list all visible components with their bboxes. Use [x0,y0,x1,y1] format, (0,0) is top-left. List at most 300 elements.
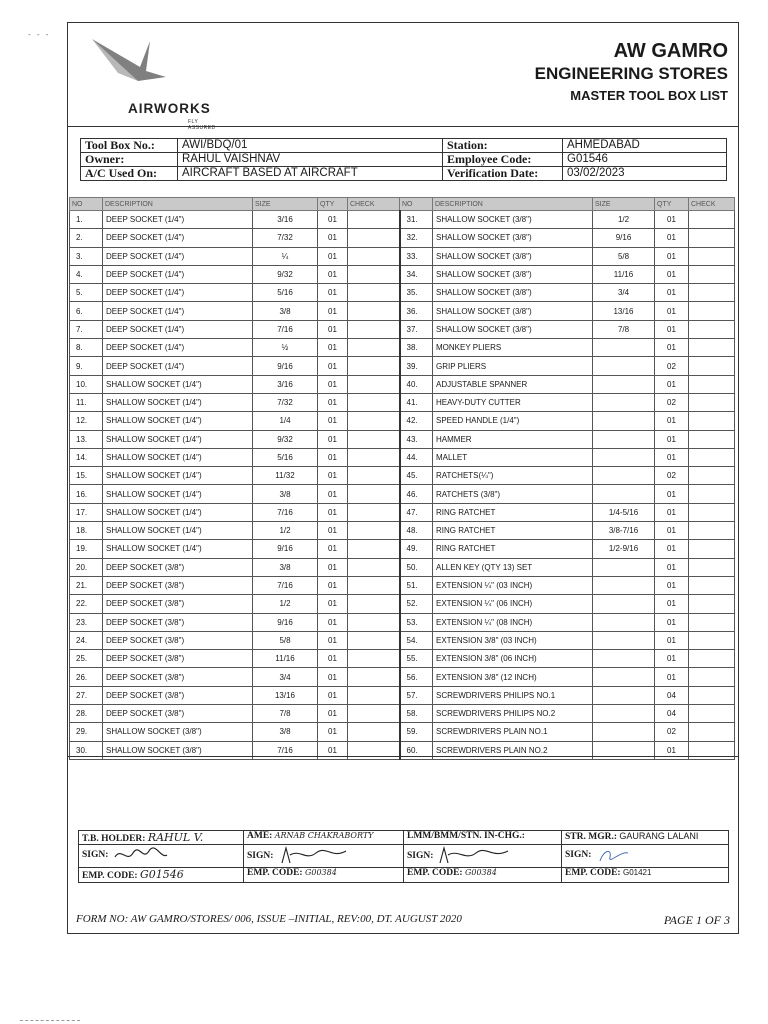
item-qty: 01 [655,265,689,283]
item-size: 9/16 [253,357,318,375]
item-number: 13. [70,430,103,448]
ame-name: ARNAB CHAKRABORTY [274,831,374,840]
item-description: SHALLOW SOCKET (3/8") [433,247,593,265]
item-check-box[interactable] [689,723,735,741]
item-check-box[interactable] [689,705,735,723]
item-number: 26. [70,668,103,686]
signoff-emp-codes-row [79,868,729,883]
item-size: 1/2 [253,595,318,613]
item-description: SHALLOW SOCKET (1/4") [103,412,253,430]
item-description: SHALLOW SOCKET (3/8") [433,320,593,338]
holder-emp-code: G01546 [139,868,184,881]
sign-label: SIGN: [407,851,434,862]
item-check-box[interactable] [689,448,735,466]
item-check-box[interactable] [348,375,400,393]
item-qty: 01 [318,339,348,357]
item-check-box[interactable] [348,723,400,741]
item-description: EXTENSION 3/8" (03 INCH) [433,631,593,649]
item-number: 52. [400,595,433,613]
item-check-box[interactable] [689,284,735,302]
item-qty: 01 [318,576,348,594]
item-description: SCREWDRIVERS PHILIPS NO.1 [433,686,593,704]
item-qty: 01 [655,320,689,338]
item-check-box[interactable] [348,265,400,283]
item-description: HAMMER [433,430,593,448]
ame-emp-code: G00384 [304,868,337,877]
item-number: 7. [70,320,103,338]
item-description: DEEP SOCKET (3/8") [103,595,253,613]
item-check-box[interactable] [348,503,400,521]
item-check-box[interactable] [689,302,735,320]
ame-emp-cell [244,868,404,883]
item-check-box[interactable] [689,211,735,229]
item-qty: 01 [655,613,689,631]
item-check-box[interactable] [348,302,400,320]
item-qty: 01 [655,412,689,430]
item-size: 5/8 [593,247,655,265]
table-row [70,339,735,357]
item-qty: 02 [655,357,689,375]
item-size: 7/16 [253,741,318,759]
item-description: DEEP SOCKET (3/8") [103,576,253,594]
info-row [81,153,727,167]
item-check-box[interactable] [689,522,735,540]
item-check-box[interactable] [689,595,735,613]
table-row [70,393,735,411]
title-block [535,39,728,107]
item-size: 1/2 [593,211,655,229]
item-check-box[interactable] [689,375,735,393]
item-description: SHALLOW SOCKET (1/4") [103,467,253,485]
item-description: SHALLOW SOCKET (1/4") [103,522,253,540]
item-check-box[interactable] [689,339,735,357]
item-description: DEEP SOCKET (1/4") [103,265,253,283]
store-manager-emp-cell [562,868,729,883]
item-size: 5/16 [253,448,318,466]
item-size: 11/16 [593,265,655,283]
item-size [593,485,655,503]
item-description: SHALLOW SOCKET (1/4") [103,503,253,521]
station-value: AHMEDABAD [563,139,727,153]
item-description: DEEP SOCKET (3/8") [103,613,253,631]
item-description: RING RATCHET [433,503,593,521]
item-qty: 02 [655,393,689,411]
ame-cell [244,831,404,845]
sign-label: SIGN: [247,851,274,862]
item-number: 54. [400,631,433,649]
table-row [70,522,735,540]
item-size: 3/8 [253,485,318,503]
lmm-signature-icon [436,845,516,867]
table-row [70,668,735,686]
item-number: 2. [70,229,103,247]
item-description: SPEED HANDLE (1/4") [433,412,593,430]
item-qty: 01 [318,741,348,759]
document-title: MASTER TOOL BOX LIST [570,88,728,103]
item-description: SHALLOW SOCKET (3/8") [433,211,593,229]
item-size [593,650,655,668]
item-number: 48. [400,522,433,540]
item-check-box[interactable] [689,247,735,265]
item-description: ALLEN KEY (QTY 13) SET [433,558,593,576]
item-description: SHALLOW SOCKET (1/4") [103,485,253,503]
item-description: SHALLOW SOCKET (3/8") [433,265,593,283]
item-check-box[interactable] [348,686,400,704]
item-number: 55. [400,650,433,668]
col-check: CHECK [348,198,400,211]
header-divider [68,126,738,127]
item-size [593,576,655,594]
employee-code-label: Employee Code: [443,153,563,167]
item-size [593,412,655,430]
item-size: 1/2 [253,522,318,540]
item-description: DEEP SOCKET (3/8") [103,668,253,686]
item-number: 6. [70,302,103,320]
item-description: MALLET [433,448,593,466]
item-description: EXTENSION 3/8" (06 INCH) [433,650,593,668]
department-name: ENGINEERING STORES [534,64,728,83]
item-qty: 01 [655,576,689,594]
lmm-sign-cell [404,845,562,868]
table-row [70,265,735,283]
airworks-logo [86,37,216,131]
item-check-box[interactable] [689,229,735,247]
item-size [593,595,655,613]
item-check-box[interactable] [348,247,400,265]
table-row [70,229,735,247]
item-description: SHALLOW SOCKET (1/4") [103,375,253,393]
item-qty: 01 [318,558,348,576]
item-number: 36. [400,302,433,320]
item-size: 7/16 [253,503,318,521]
item-number: 18. [70,522,103,540]
item-check-box[interactable] [348,467,400,485]
store-manager-label: STR. MGR.: [565,832,617,842]
item-qty: 01 [318,631,348,649]
item-description: SHALLOW SOCKET (1/4") [103,540,253,558]
item-size: 11/32 [253,467,318,485]
ame-signature-icon [276,845,356,867]
item-qty: 01 [318,284,348,302]
item-size: 7/16 [253,320,318,338]
item-qty: 01 [655,284,689,302]
item-qty: 01 [655,631,689,649]
item-size: 13/16 [253,686,318,704]
verification-date-label: Verification Date: [443,167,563,181]
item-description: RING RATCHET [433,540,593,558]
item-size: 9/32 [253,430,318,448]
col-check: CHECK [689,198,735,211]
info-row [81,167,727,181]
table-row [70,485,735,503]
item-number: 24. [70,631,103,649]
table-row [70,467,735,485]
item-qty: 01 [655,503,689,521]
holder-signature-icon [111,845,171,865]
item-size: ½ [253,339,318,357]
item-number: 32. [400,229,433,247]
scan-bottom-mark [20,1020,80,1021]
item-check-box[interactable] [348,558,400,576]
store-manager-cell [562,831,729,845]
lmm-emp-cell [404,868,562,883]
lmm-cell [404,831,562,845]
item-check-box[interactable] [348,412,400,430]
item-qty: 01 [318,723,348,741]
aircraft-value: AIRCRAFT BASED AT AIRCRAFT [178,167,443,181]
item-qty: 01 [318,229,348,247]
item-number: 16. [70,485,103,503]
item-number: 9. [70,357,103,375]
item-description: SHALLOW SOCKET (3/8") [433,284,593,302]
item-description: DEEP SOCKET (1/4") [103,211,253,229]
item-size: 1/4 [253,412,318,430]
item-size: 9/32 [253,265,318,283]
item-size: 3/8 [253,302,318,320]
item-qty: 01 [655,668,689,686]
item-qty: 01 [655,485,689,503]
item-number: 34. [400,265,433,283]
item-size [593,668,655,686]
item-description: DEEP SOCKET (3/8") [103,650,253,668]
item-number: 56. [400,668,433,686]
item-number: 22. [70,595,103,613]
emp-code-label: EMP. CODE: [247,868,303,878]
item-number: 37. [400,320,433,338]
table-row [70,595,735,613]
item-check-box[interactable] [348,576,400,594]
item-description: SHALLOW SOCKET (1/4") [103,393,253,411]
item-description: RATCHETS (3/8") [433,485,593,503]
item-number: 4. [70,265,103,283]
station-label: Station: [443,139,563,153]
item-check-box[interactable] [689,430,735,448]
item-number: 20. [70,558,103,576]
item-check-box[interactable] [689,357,735,375]
item-check-box[interactable] [348,211,400,229]
item-description: DEEP SOCKET (3/8") [103,705,253,723]
item-size [593,613,655,631]
emp-code-label: EMP. CODE: [565,868,621,878]
signoff-signatures-row [79,845,729,868]
signoff-names-row [79,831,729,845]
table-row [70,558,735,576]
footer-divider [68,756,738,757]
holder-cell [79,831,244,845]
item-check-box[interactable] [348,613,400,631]
ame-sign-cell [244,845,404,868]
item-qty: 01 [318,522,348,540]
document-page [67,22,739,934]
item-size: 7/8 [253,705,318,723]
item-description: SHALLOW SOCKET (3/8") [433,229,593,247]
item-qty: 01 [318,686,348,704]
item-qty: 01 [655,650,689,668]
item-number: 51. [400,576,433,594]
item-check-box[interactable] [348,631,400,649]
item-qty: 01 [655,229,689,247]
item-number: 35. [400,284,433,302]
item-description: DEEP SOCKET (1/4") [103,320,253,338]
table-row [70,412,735,430]
item-qty: 01 [318,375,348,393]
item-check-box[interactable] [689,576,735,594]
item-check-box[interactable] [348,320,400,338]
item-qty: 01 [318,705,348,723]
emp-code-label: EMP. CODE: [82,871,138,881]
item-check-box[interactable] [689,467,735,485]
item-number: 43. [400,430,433,448]
item-number: 53. [400,613,433,631]
item-number: 33. [400,247,433,265]
emp-code-label: EMP. CODE: [407,868,463,878]
item-size [593,723,655,741]
item-qty: 01 [318,211,348,229]
item-number: 14. [70,448,103,466]
item-description: SHALLOW SOCKET (3/8") [433,302,593,320]
toolbox-value: AWI/BDQ/01 [178,139,443,153]
item-number: 60. [400,741,433,759]
item-check-box[interactable] [689,265,735,283]
item-description: DEEP SOCKET (3/8") [103,631,253,649]
item-check-box[interactable] [689,558,735,576]
store-manager-name: GAURANG LALANI [619,831,699,841]
item-number: 29. [70,723,103,741]
lmm-label: LMM/BMM/STN. IN-CHG.: [407,831,525,841]
item-size: 7/32 [253,229,318,247]
item-size [593,393,655,411]
item-number: 49. [400,540,433,558]
item-size [593,375,655,393]
item-check-box[interactable] [348,284,400,302]
item-qty: 01 [318,320,348,338]
item-check-box[interactable] [348,668,400,686]
item-number: 17. [70,503,103,521]
item-qty: 01 [655,302,689,320]
item-check-box[interactable] [689,650,735,668]
item-check-box[interactable] [348,650,400,668]
item-check-box[interactable] [348,595,400,613]
item-description: GRIP PLIERS [433,357,593,375]
item-description: RATCHETS(¼") [433,467,593,485]
item-number: 42. [400,412,433,430]
item-check-box[interactable] [348,448,400,466]
item-check-box[interactable] [348,229,400,247]
item-check-box[interactable] [348,522,400,540]
item-number: 39. [400,357,433,375]
item-size [593,339,655,357]
table-row [70,302,735,320]
item-number: 8. [70,339,103,357]
table-row [70,430,735,448]
item-size: 9/16 [593,229,655,247]
item-description: EXTENSION 3/8" (12 INCH) [433,668,593,686]
owner-label: Owner: [81,153,178,167]
col-no: NO [400,198,433,211]
item-number: 30. [70,741,103,759]
item-description: DEEP SOCKET (1/4") [103,357,253,375]
item-size [593,467,655,485]
table-row [70,613,735,631]
item-number: 31. [400,211,433,229]
item-check-box[interactable] [689,631,735,649]
item-description: RING RATCHET [433,522,593,540]
holder-label: T.B. HOLDER: [82,834,146,844]
item-check-box[interactable] [348,430,400,448]
item-check-box[interactable] [689,393,735,411]
table-row [70,686,735,704]
item-check-box[interactable] [689,503,735,521]
item-qty: 01 [318,467,348,485]
item-qty: 01 [655,448,689,466]
col-qty: QTY [655,198,689,211]
item-check-box[interactable] [348,485,400,503]
item-check-box[interactable] [689,686,735,704]
item-check-box[interactable] [348,393,400,411]
item-number: 10. [70,375,103,393]
item-size: 9/16 [253,540,318,558]
item-qty: 01 [318,302,348,320]
item-description: DEEP SOCKET (1/4") [103,284,253,302]
aircraft-label: A/C Used On: [81,167,178,181]
item-description: ADJUSTABLE SPANNER [433,375,593,393]
item-check-box[interactable] [689,540,735,558]
item-description: DEEP SOCKET (1/4") [103,229,253,247]
item-qty: 02 [655,467,689,485]
airworks-wing-icon [88,37,168,99]
item-qty: 01 [318,668,348,686]
item-check-box[interactable] [689,613,735,631]
item-description: DEEP SOCKET (3/8") [103,686,253,704]
item-check-box[interactable] [689,485,735,503]
table-row [70,650,735,668]
signoff-table [78,830,729,883]
item-size: 5/8 [253,631,318,649]
item-check-box[interactable] [348,339,400,357]
item-check-box[interactable] [689,668,735,686]
item-check-box[interactable] [348,540,400,558]
col-description: DESCRIPTION [433,198,593,211]
table-row [70,705,735,723]
page-number: PAGE 1 OF 3 [663,913,730,927]
item-description: MONKEY PLIERS [433,339,593,357]
verification-date-value: 03/02/2023 [563,167,727,181]
item-size [593,686,655,704]
item-check-box[interactable] [689,412,735,430]
item-description: SHALLOW SOCKET (1/4") [103,448,253,466]
employee-code-value: G01546 [563,153,727,167]
item-check-box[interactable] [348,705,400,723]
item-qty: 01 [655,375,689,393]
item-number: 57. [400,686,433,704]
item-qty: 01 [318,650,348,668]
item-qty: 01 [318,485,348,503]
item-size: 9/16 [253,613,318,631]
item-number: 44. [400,448,433,466]
item-qty: 01 [318,430,348,448]
item-check-box[interactable] [689,320,735,338]
item-size: 7/32 [253,393,318,411]
col-size: SIZE [253,198,318,211]
table-row [70,247,735,265]
item-description: SHALLOW SOCKET (1/4") [103,430,253,448]
item-qty: 01 [318,357,348,375]
item-check-box[interactable] [348,357,400,375]
item-size: 3/4 [253,668,318,686]
item-size: 3/8 [253,723,318,741]
item-description: DEEP SOCKET (1/4") [103,302,253,320]
table-row [70,540,735,558]
